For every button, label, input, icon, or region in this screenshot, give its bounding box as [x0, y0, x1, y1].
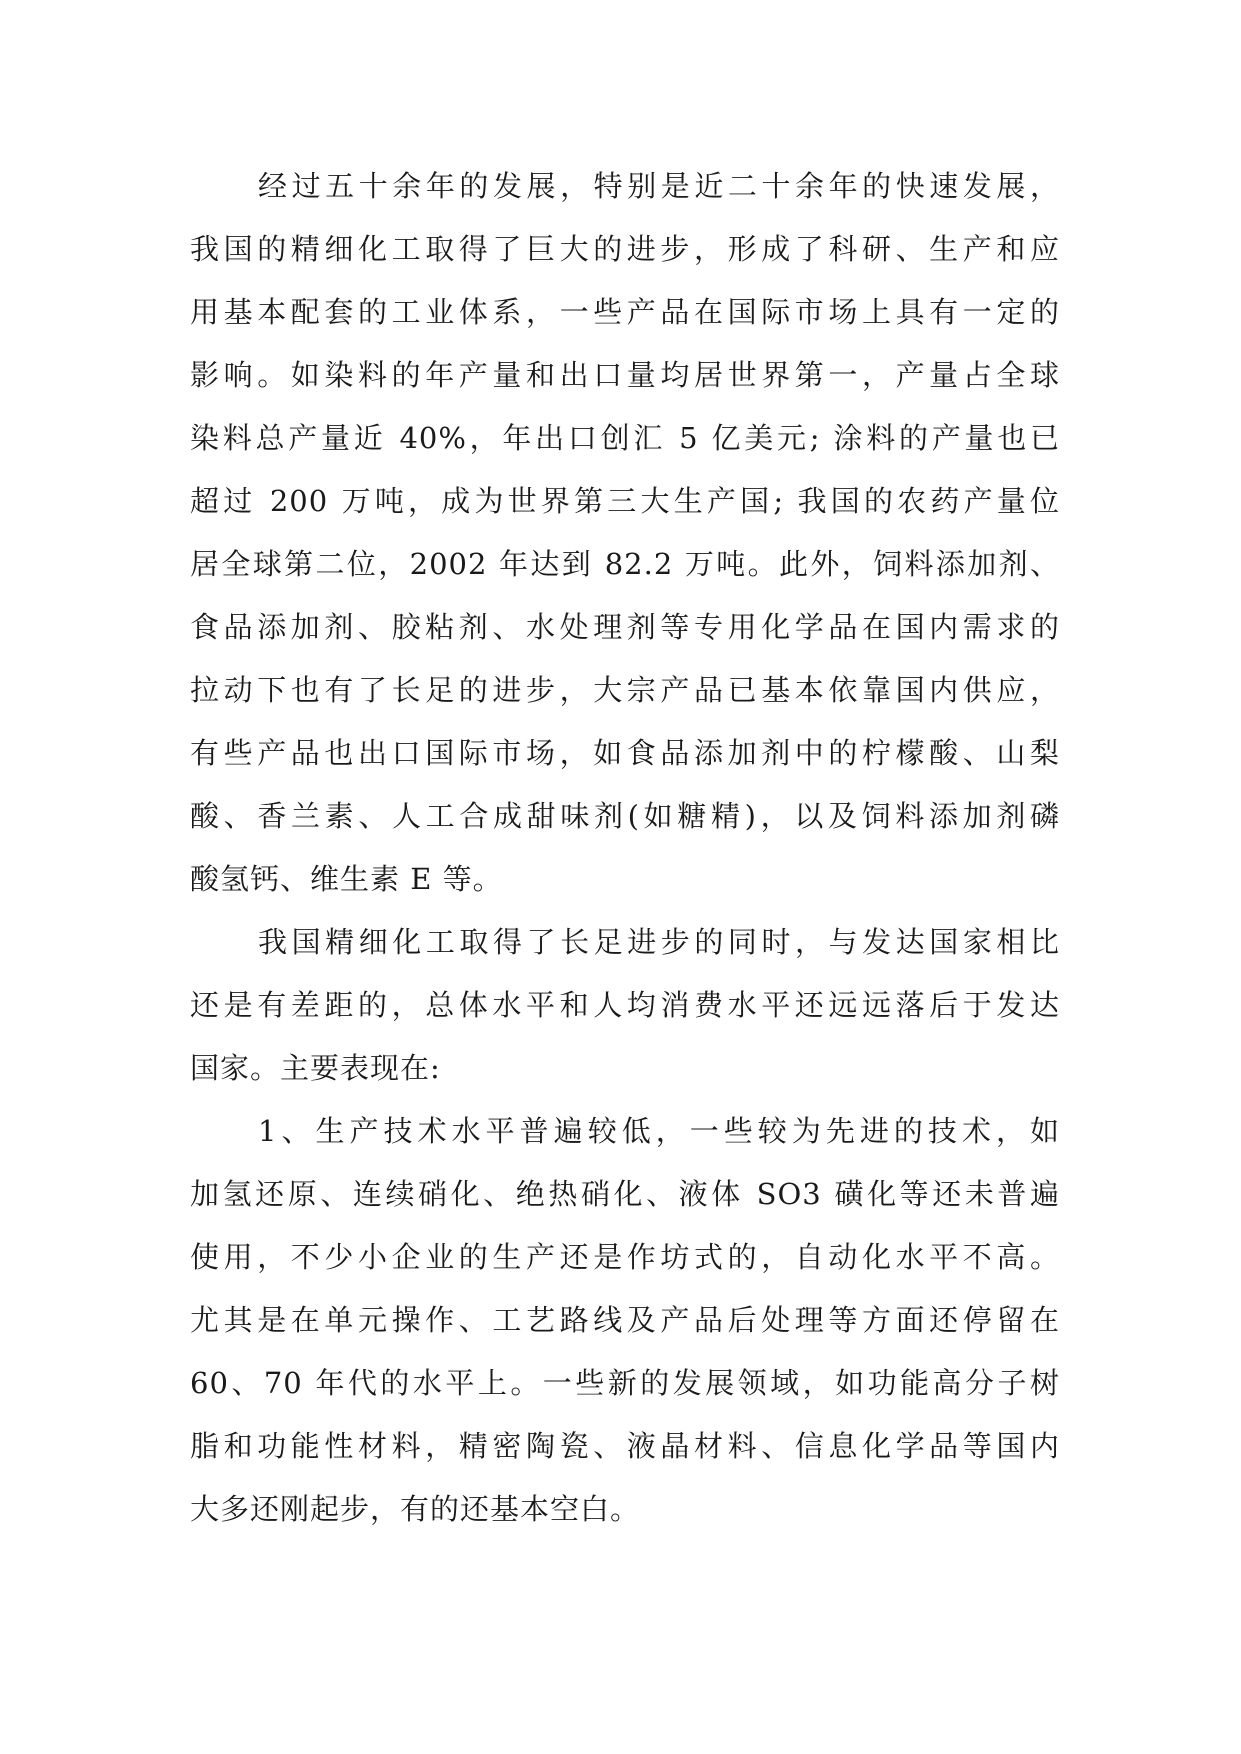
text-line: 酸、香兰素、人工合成甜味剂(如糖精)，以及饲料添加剂磷	[190, 799, 1060, 833]
text-line: 染料总产量近 40%，年出口创汇 5 亿美元; 涂料的产量也已	[190, 421, 1060, 455]
document-page	[190, 155, 1060, 1541]
text-line: 加氢还原、连续硝化、绝热硝化、液体 SO3 磺化等还未普遍	[190, 1177, 1060, 1211]
text-line: 超过 200 万吨，成为世界第三大生产国; 我国的农药产量位	[190, 484, 1060, 518]
paragraph-development	[190, 155, 1060, 911]
text-line: 有些产品也出口国际市场，如食品添加剂中的柠檬酸、山梨	[190, 736, 1060, 770]
text-line: 使用，不少小企业的生产还是作坊式的，自动化水平不高。	[190, 1240, 1060, 1274]
text-line: 我国的精细化工取得了巨大的进步，形成了科研、生产和应	[190, 232, 1060, 266]
text-line: 经过五十余年的发展，特别是近二十余年的快速发展，	[258, 169, 1060, 203]
text-line: 大多还刚起步，有的还基本空白。	[190, 1492, 641, 1526]
text-line: 食品添加剂、胶粘剂、水处理剂等专用化学品在国内需求的	[190, 610, 1060, 644]
text-line: 国家。主要表现在:	[190, 1051, 441, 1085]
paragraph-gap	[190, 911, 1060, 1100]
text-line: 60、70 年代的水平上。一些新的发展领域，如功能高分子树	[190, 1366, 1060, 1400]
text-line: 还是有差距的，总体水平和人均消费水平还远远落后于发达	[190, 988, 1060, 1022]
text-line: 用基本配套的工业体系，一些产品在国际市场上具有一定的	[190, 295, 1060, 329]
text-line: 尤其是在单元操作、工艺路线及产品后处理等方面还停留在	[190, 1303, 1060, 1337]
text-line: 拉动下也有了长足的进步，大宗产品已基本依靠国内供应，	[190, 673, 1060, 707]
text-line: 脂和功能性材料，精密陶瓷、液晶材料、信息化学品等国内	[190, 1429, 1060, 1463]
text-line: 酸氢钙、维生素 E 等。	[190, 862, 503, 896]
paragraph-point-1	[190, 1100, 1060, 1541]
text-line: 居全球第二位，2002 年达到 82.2 万吨。此外，饲料添加剂、	[190, 547, 1060, 581]
text-line: 影响。如染料的年产量和出口量均居世界第一，产量占全球	[190, 358, 1060, 392]
text-line: 我国精细化工取得了长足进步的同时，与发达国家相比	[258, 925, 1060, 959]
text-line: 1、生产技术水平普遍较低，一些较为先进的技术，如	[258, 1114, 1060, 1148]
